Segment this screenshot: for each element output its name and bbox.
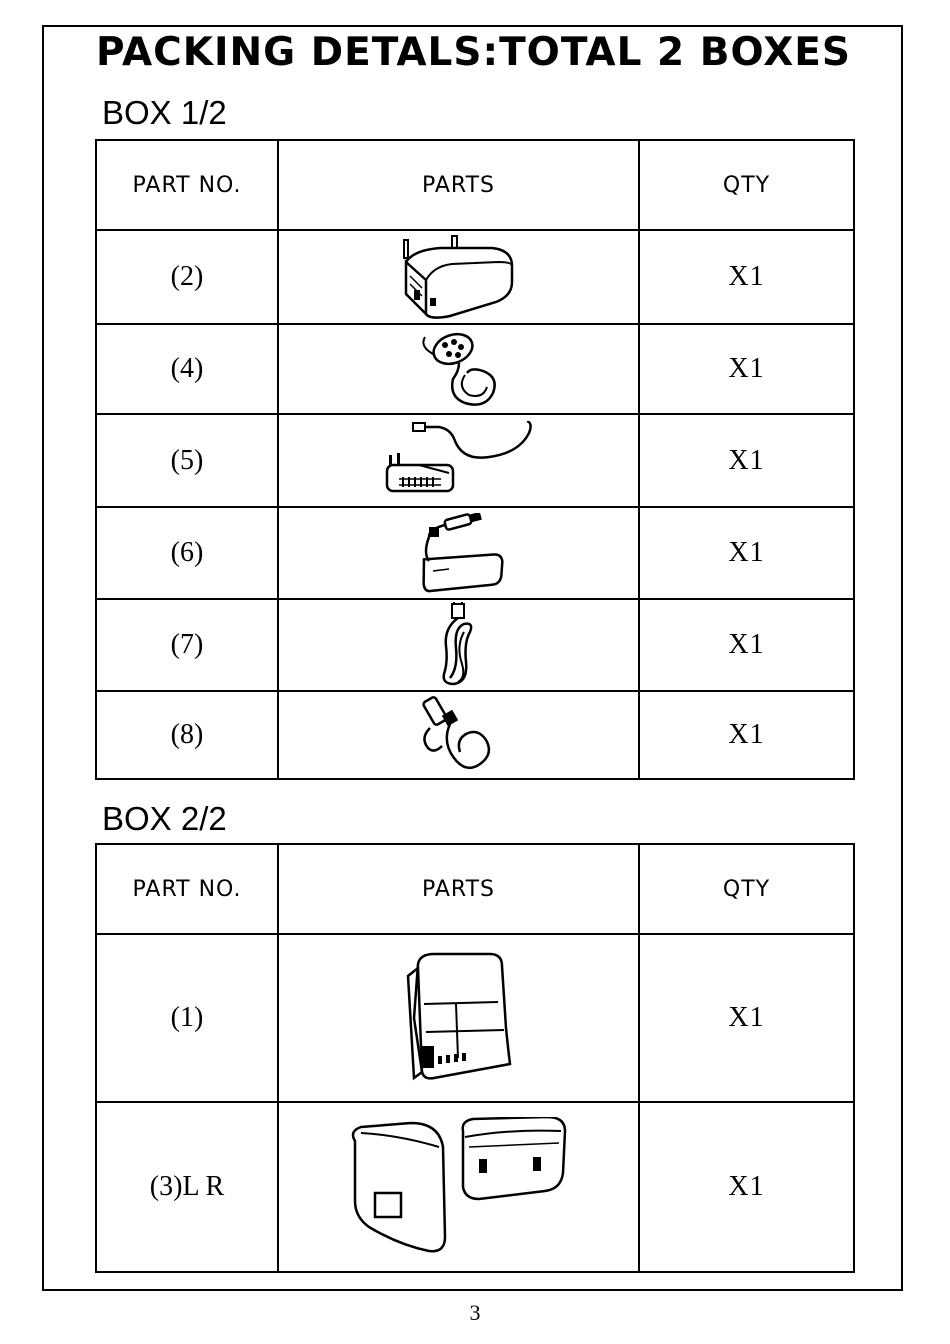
- quantity: X1: [639, 691, 854, 779]
- table-header-row: [96, 844, 854, 934]
- column-header-qty: QTY: [639, 140, 854, 230]
- box2-table: [95, 843, 855, 1273]
- table-row: [96, 1102, 854, 1272]
- table-row: [96, 599, 854, 691]
- box1-table: [95, 139, 855, 780]
- quantity: X1: [639, 934, 854, 1102]
- seat-cushion-icon: [394, 232, 524, 322]
- box1-heading: BOX 1/2: [102, 94, 227, 131]
- part-number: (8): [96, 691, 278, 779]
- column-header-part-no: PART NO.: [96, 844, 278, 934]
- backrest-icon: [394, 948, 524, 1088]
- page-number: 3: [469, 1300, 481, 1325]
- box2-heading: BOX 2/2: [102, 800, 227, 837]
- page-title: PACKING DETALS:TOTAL 2 BOXES: [96, 30, 852, 75]
- table-row: [96, 414, 854, 507]
- table-row: [96, 691, 854, 779]
- table-row: [96, 230, 854, 324]
- part-number: (3)L R: [96, 1102, 278, 1272]
- quantity: X1: [639, 324, 854, 414]
- connector-cable-icon: [414, 694, 504, 776]
- part-number: (7): [96, 599, 278, 691]
- transformer-cable-icon: [399, 513, 519, 593]
- hand-remote-control-icon: [409, 327, 509, 411]
- part-number: (6): [96, 507, 278, 599]
- table-row: [96, 324, 854, 414]
- quantity: X1: [639, 230, 854, 324]
- quantity: X1: [639, 507, 854, 599]
- column-header-parts: PARTS: [278, 844, 639, 934]
- part-number: (1): [96, 934, 278, 1102]
- table-header-row: [96, 140, 854, 230]
- table-row: [96, 507, 854, 599]
- quantity: X1: [639, 414, 854, 507]
- power-adapter-icon: [379, 421, 539, 501]
- column-header-parts: PARTS: [278, 140, 639, 230]
- table-row: [96, 934, 854, 1102]
- quantity: X1: [639, 599, 854, 691]
- part-number: (4): [96, 324, 278, 414]
- column-header-qty: QTY: [639, 844, 854, 934]
- armrests-left-right-icon: [339, 1117, 579, 1257]
- part-number: (5): [96, 414, 278, 507]
- part-number: (2): [96, 230, 278, 324]
- quantity: X1: [639, 1102, 854, 1272]
- power-cord-icon: [434, 602, 484, 688]
- column-header-part-no: PART NO.: [96, 140, 278, 230]
